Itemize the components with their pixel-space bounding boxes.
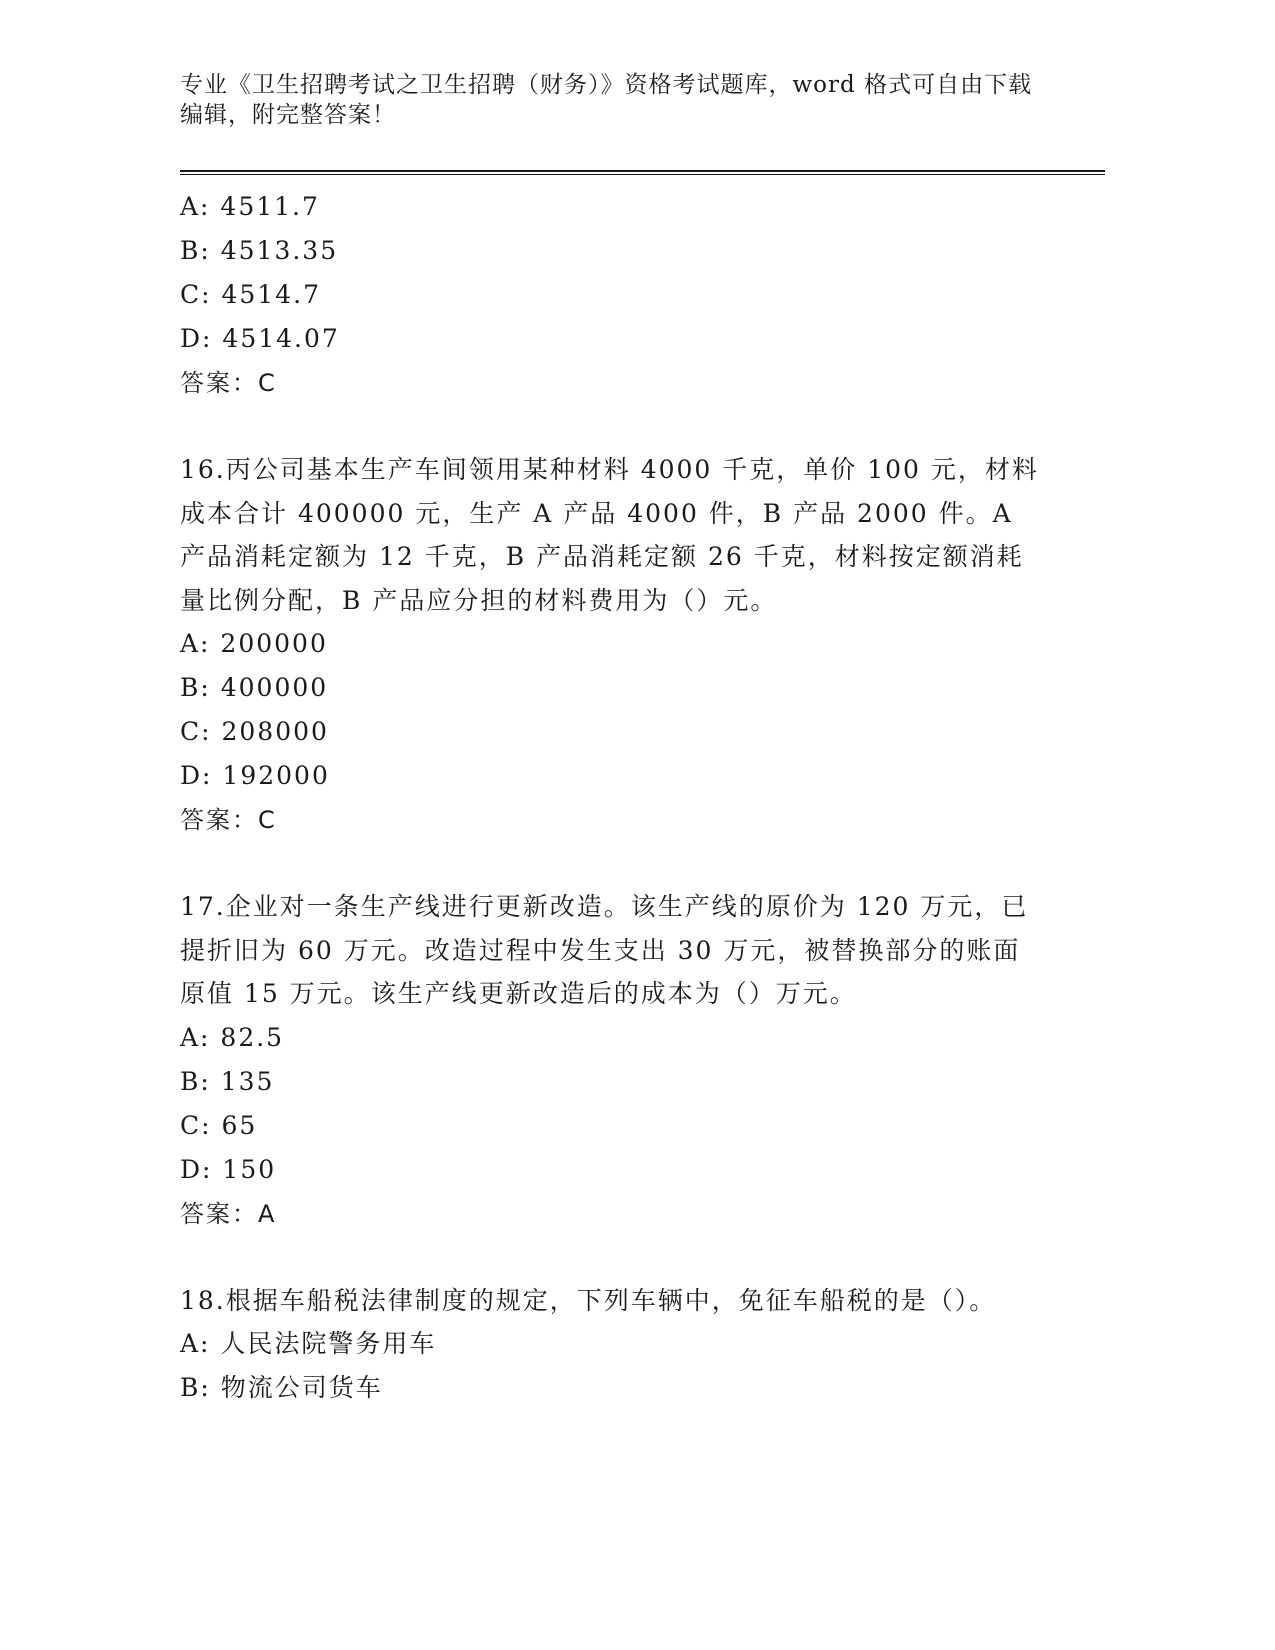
answer-line: 答案：A <box>180 1199 277 1228</box>
option-c: C: 65 <box>180 1110 258 1140</box>
option-a: A: 4511.7 <box>180 192 320 221</box>
option-a: A: 82.5 <box>180 1022 285 1052</box>
option-d: D: 192000 <box>180 761 330 790</box>
option-b: B: 物流公司货车 <box>180 1373 383 1402</box>
question-17 <box>180 885 1105 1236</box>
option-d: D: 4514.07 <box>180 324 340 353</box>
document-page <box>180 70 1105 1410</box>
option-b: B: 400000 <box>180 673 329 702</box>
option-c: C: 208000 <box>180 717 329 746</box>
question-text: 16.丙公司基本生产车间领用某种材料 4000 千克，单价 100 元，材料成本合计 400000 元，生产 A 产品 4000 件，B 产品 2000 件。A 产品消耗定额为 12 千克，B 产品消耗定额 26 千克，材料按定额消耗量比例分配，B 产品应分担的材料费用为（）元。 <box>180 455 1039 615</box>
answer-line: 答案：C <box>180 806 277 834</box>
question-15 <box>180 185 1105 405</box>
document-header: 专业《卫生招聘考试之卫生招聘（财务）》资格考试题库，word 格式可自由下载编辑，附完整答案！ <box>180 72 1033 128</box>
question-18 <box>180 1279 1105 1411</box>
question-16 <box>180 448 1105 842</box>
option-a: A: 200000 <box>180 629 328 658</box>
header-divider <box>180 170 1105 175</box>
question-text: 18.根据车船税法律制度的规定，下列车辆中，免征车船税的是（）。 <box>180 1285 997 1315</box>
question-text: 17.企业对一条生产线进行更新改造。该生产线的原价为 120 万元，已提折旧为 60 万元。改造过程中发生支出 30 万元，被替换部分的账面原值 15 万元。该生产线更新改造后的成本为（）万元。 <box>180 892 1029 1008</box>
option-b: B: 135 <box>180 1066 275 1096</box>
option-b: B: 4513.35 <box>180 236 339 265</box>
option-d: D: 150 <box>180 1154 277 1184</box>
answer-line: 答案：C <box>180 369 277 397</box>
option-c: C: 4514.7 <box>180 280 321 309</box>
option-a: A: 人民法院警务用车 <box>180 1329 437 1358</box>
